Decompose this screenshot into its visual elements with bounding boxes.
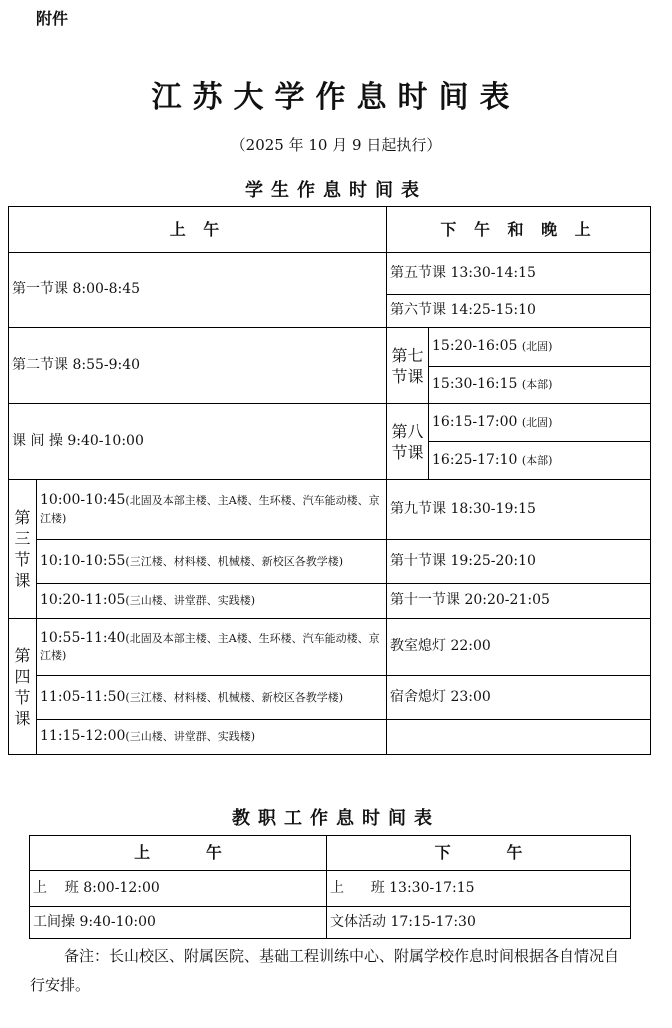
period-8-label: 第八节课 bbox=[387, 404, 429, 480]
staff-pm-header: 下 午 bbox=[327, 836, 631, 871]
period-4-row-2: 11:05-11:50(三江楼、材料楼、机械楼、新校区各教学楼) bbox=[37, 676, 387, 720]
attachment-label: 附件 bbox=[36, 9, 69, 28]
period-9: 第九节课 18:30-19:15 bbox=[387, 480, 651, 540]
period-3-row-3: 10:20-11:05(三山楼、讲堂群、实践楼) bbox=[37, 584, 387, 619]
classroom-lights-out: 教室熄灯 22:00 bbox=[387, 619, 651, 676]
period-4-row-3: 11:15-12:00(三山楼、讲堂群、实践楼) bbox=[37, 720, 387, 755]
period-3-label: 第三节课 bbox=[9, 480, 37, 619]
pm-header: 下 午 和 晚 上 bbox=[387, 207, 651, 253]
period-4-label: 第四节课 bbox=[9, 619, 37, 755]
period-8-row-2: 16:25-17:10 (本部) bbox=[429, 442, 651, 480]
staff-pm-activity: 文体活动 17:15-17:30 bbox=[327, 907, 631, 939]
period-10: 第十节课 19:25-20:10 bbox=[387, 540, 651, 584]
period-5: 第五节课 13:30-14:15 bbox=[387, 253, 651, 295]
period-2: 第二节课 8:55-9:40 bbox=[9, 328, 387, 404]
staff-am-work: 上 班 8:00-12:00 bbox=[30, 871, 327, 907]
period-3-row-2: 10:10-10:55(三江楼、材料楼、机械楼、新校区各教学楼) bbox=[37, 540, 387, 584]
period-6: 第六节课 14:25-15:10 bbox=[387, 295, 651, 328]
page-title: 江苏大学作息时间表 bbox=[151, 80, 521, 115]
period-7-label: 第七节课 bbox=[387, 328, 429, 404]
period-4-row-1: 10:55-11:40(北固及本部主楼、主A楼、生环楼、汽车能动楼、京江楼) bbox=[37, 619, 387, 676]
dorm-lights-out: 宿舍熄灯 23:00 bbox=[387, 676, 651, 720]
empty-cell bbox=[387, 720, 651, 755]
staff-schedule-heading: 教职工作息时间表 bbox=[232, 808, 440, 829]
staff-am-header: 上 午 bbox=[30, 836, 327, 871]
period-7-row-2: 15:30-16:15 (本部) bbox=[429, 367, 651, 404]
period-1: 第一节课 8:00-8:45 bbox=[9, 253, 387, 328]
period-3-row-1: 10:00-10:45(北固及本部主楼、主A楼、生环楼、汽车能动楼、京江楼) bbox=[37, 480, 387, 540]
student-schedule-heading: 学生作息时间表 bbox=[245, 180, 427, 201]
staff-am-break: 工间操 9:40-10:00 bbox=[30, 907, 327, 939]
staff-pm-work: 上 班 13:30-17:15 bbox=[327, 871, 631, 907]
effective-date: （2025 年 10 月 9 日起执行） bbox=[230, 136, 442, 154]
period-8-row-1: 16:15-17:00 (北固) bbox=[429, 404, 651, 442]
student-schedule-table bbox=[8, 206, 651, 755]
period-11: 第十一节课 20:20-21:05 bbox=[387, 584, 651, 619]
remark-note: 备注：长山校区、附属医院、基础工程训练中心、附属学校作息时间根据各自情况自行安排。 bbox=[30, 947, 620, 994]
period-7-row-1: 15:20-16:05 (北固) bbox=[429, 328, 651, 367]
staff-schedule-table bbox=[29, 835, 631, 939]
am-header: 上 午 bbox=[9, 207, 387, 253]
exercise-break: 课 间 操 9:40-10:00 bbox=[9, 404, 387, 480]
